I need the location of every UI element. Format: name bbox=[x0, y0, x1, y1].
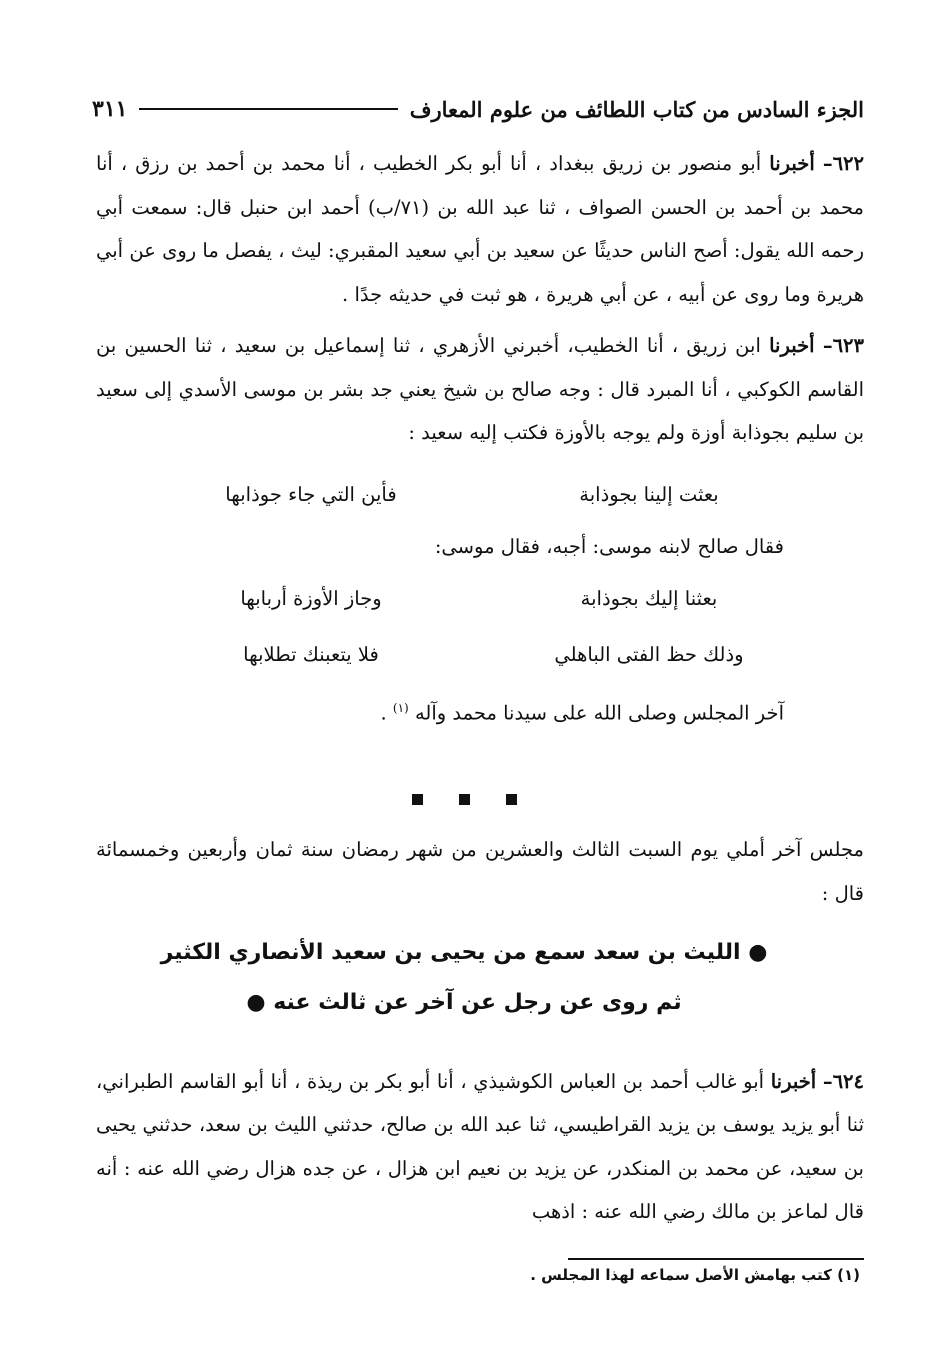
running-title: الجزء السادس من كتاب اللطائف من علوم المعارف bbox=[409, 96, 864, 122]
section-heading: ● الليث بن سعد سمع من يحيى بن سعيد الأنصاري الكثير bbox=[160, 940, 768, 965]
separator-square bbox=[506, 794, 517, 805]
entry-lead: أخبرنا bbox=[769, 334, 815, 357]
entry-text: ابن زريق ، أنا الخطيب، أخبرني الأزهري ، ثنا إسماعيل بن سعيد ، ثنا الحسين بن القاسم الكوكبي ، أنا المبرد قال : وجه صالح بن شيخ يعني جد بشر بن موسى الأسدي إلى سعيد بن سليم بجوذابة أوزة ولم يوجه بالأوزة فكتب إليه سعيد : bbox=[96, 334, 864, 444]
entry-number: ٦٢٤– bbox=[822, 1069, 864, 1093]
paragraph-622 bbox=[96, 142, 864, 316]
footnote-rule bbox=[568, 1258, 864, 1260]
session-intro: مجلس آخر أملي يوم السبت الثالث والعشرين من شهر رمضان سنة ثمان وأربعين وخمسمائة قال : bbox=[96, 838, 864, 905]
session-closing bbox=[96, 683, 864, 733]
closing-text: آخر المجلس وصلى الله على سيدنا محمد وآله bbox=[414, 701, 784, 724]
header-rule bbox=[139, 108, 397, 110]
main-text bbox=[96, 142, 864, 739]
section-separator bbox=[0, 790, 928, 809]
entry-number: ٦٢٣– bbox=[822, 334, 864, 357]
page-header bbox=[92, 92, 864, 126]
verse-first-hemistich: بعثت إلينا بجوذابة bbox=[579, 482, 719, 506]
footnote-mark: (١) bbox=[392, 700, 409, 715]
verse-first-hemistich: بعثنا إليك بجوذابة bbox=[580, 586, 718, 610]
closing-end: . bbox=[380, 701, 387, 724]
separator-square bbox=[459, 794, 470, 805]
verse-line bbox=[96, 627, 864, 683]
section-subheading: ثم روى عن رجل عن آخر عن ثالث عنه ● bbox=[246, 990, 682, 1015]
separator-square bbox=[412, 794, 423, 805]
verse-first-hemistich: وذلك حظ الفتى الباهلي bbox=[554, 642, 744, 666]
entry-lead: أخبرنا bbox=[770, 1069, 817, 1093]
verse-line bbox=[96, 571, 864, 627]
poem bbox=[96, 467, 864, 733]
entry-text: أبو منصور بن زريق ببغداد ، أنا أبو بكر الخطيب ، أنا محمد بن أحمد بن رزق ، أنا محمد بن أحمد بن الحسن الصواف ، ثنا عبد الله بن (٧١/ب) أحمد ابن حنبل قال: سمعت أبي رحمه الله يقول: أصح الناس حديثًا عن سعيد بن أبي سعيد المقبري: ليث ، يفصل ما روى عن أبي هريرة وما روى عن أبيه ، عن أبي هريرة ، هو ثبت في حديثه جدًا . bbox=[96, 152, 864, 306]
reply-intro: فقال صالح لابنه موسى: أجبه، فقال موسى: bbox=[434, 534, 784, 558]
entry-lead: أخبرنا bbox=[769, 152, 815, 175]
entry-text: أبو غالب أحمد بن العباس الكوشيذي ، أنا أبو بكر بن ريذة ، أنا أبو القاسم الطبراني، ثنا أبو يزيد يوسف بن يزيد القراطيسي، ثنا عبد الله بن صالح، حدثني الليث بن سعد، حدثني يحيى بن سعيد، عن محمد بن المنكدر، عن يزيد بن نعيم ابن هزال ، عن جده هزال رضي الله عنه : أنه قال لماعز بن مالك رضي الله عنه : اذهب bbox=[96, 1069, 864, 1223]
verse-second-hemistich: فلا يتعبنك تطلابها bbox=[243, 642, 379, 666]
page-number: ٣١١ bbox=[92, 96, 128, 122]
paragraph-624 bbox=[96, 1060, 864, 1234]
verse-second-hemistich: وجاز الأوزة أربابها bbox=[240, 586, 382, 610]
paragraph-623 bbox=[96, 324, 864, 455]
entry-number: ٦٢٢– bbox=[822, 152, 864, 175]
verse-second-hemistich: فأين التي جاء جوذابها bbox=[225, 482, 397, 506]
verse-line bbox=[96, 467, 864, 523]
footnote: (١) كتب بهامش الأصل سماعه لهذا المجلس . bbox=[530, 1266, 860, 1284]
